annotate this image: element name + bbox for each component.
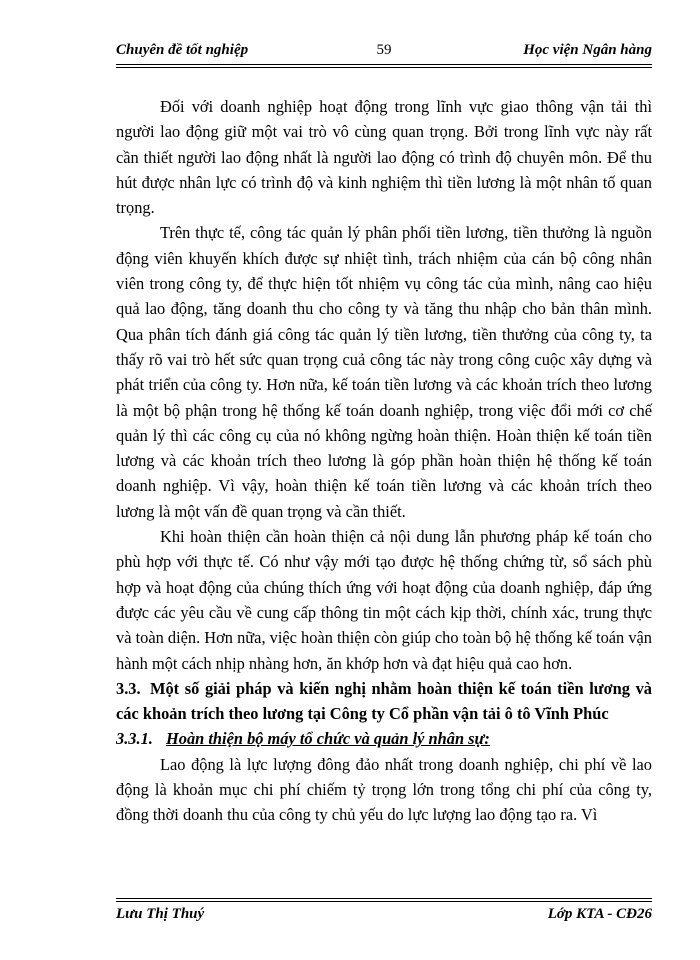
subsection-title: Hoàn thiện bộ máy tổ chức và quản lý nhân sự: <box>166 729 490 749</box>
paragraph-1: Đối với doanh nghiệp hoạt động trong lĩnh vực giao thông vận tải thì người lao động giữ một vai trò vô cùng quan trọng. Bởi trong lĩnh vực này rất cần thiết người lao động nhất là người lao động có trình độ chuyên môn. Để thu hút được nhân lực có trình độ và kinh nghiệm thì tiền lương là một nhân tố quan trọng. <box>116 97 652 218</box>
subsection-heading <box>116 726 652 751</box>
header-divider <box>116 64 652 68</box>
page-header <box>116 40 652 64</box>
section-number: 3.3. <box>116 678 141 698</box>
subsection-number: 3.3.1. <box>116 729 153 749</box>
header-course-label: Chuyên đề tốt nghiệp <box>116 42 249 58</box>
document-body <box>116 94 652 828</box>
footer-author: Lưu Thị Thuý <box>116 906 205 922</box>
paragraph-2: Trên thực tế, công tác quản lý phân phối tiền lương, tiền thưởng là nguồn động viên khuyến khích được sự nhiệt tình, trách nhiệm của cán bộ công nhân viên trong công ty, để thực hiện tốt nhiệm vụ công tác của mình, nâng cao hiệu quả lao động, tăng doanh thu cho công ty và tăng thu nhập cho bản thân mình. Qua phân tích đánh giá công tác quản lý tiền lương, tiền thưởng của công ty, ta thấy rõ vai trò hết sức quan trọng cuả công tác này trong công cuộc xây dựng và phát triển của công ty. Hơn nữa, kế toán tiền lương và các khoản trích theo lương là một bộ phận trong hệ thống kế toán doanh nghiệp, trong việc đổi mới cơ chế quản lý thì các công cụ của nó không ngừng hoàn thiện. Hoàn thiện kế toán tiền lương và các khoản trích theo lương là góp phần hoàn thiện hệ thống kế toán doanh nghiệp. Vì vậy, hoàn thiện kế toán tiền lương và các khoản trích theo lương là một vấn đề quan trọng và cần thiết. <box>116 223 652 521</box>
header-institution-label: Học viện Ngân hàng <box>523 42 652 58</box>
footer-class: Lớp KTA - CĐ26 <box>547 906 652 922</box>
paragraph-4: Lao động là lực lượng đông đảo nhất trong doanh nghiệp, chi phí về lao động là khoản mục chi phí chiếm tỷ trọng lớn trong tổng chi phí của công ty, đồng thời doanh thu của công ty chủ yếu do lực lượng lao động tạo ra. Vì <box>116 754 652 825</box>
footer-divider <box>116 898 652 902</box>
page-number: 59 <box>376 42 392 58</box>
section-heading <box>116 676 652 727</box>
page-footer <box>116 906 652 928</box>
section-title: Một số giải pháp và kiến nghị nhằm hoàn thiện kế toán tiền lương và các khoản trích theo lương tại Công ty Cổ phần vận tải ô tô Vĩnh Phúc <box>116 678 652 724</box>
paragraph-3: Khi hoàn thiện cần hoàn thiện cả nội dung lẫn phương pháp kế toán cho phù hợp với thực tế. Có như vậy mới tạo được hệ thống chứng từ, sổ sách phù hợp và hoạt động của chúng thích ứng với hoạt động của doanh nghiệp, đáp ứng được các yêu cầu về cung cấp thông tin một cách kịp thời, chính xác, trung thực và toàn diện. Hơn nữa, việc hoàn thiện còn giúp cho toàn bộ hệ thống kế toán vận hành một cách nhịp nhàng hơn, ăn khớp hơn và đạt hiệu quả cao hơn. <box>116 527 652 673</box>
